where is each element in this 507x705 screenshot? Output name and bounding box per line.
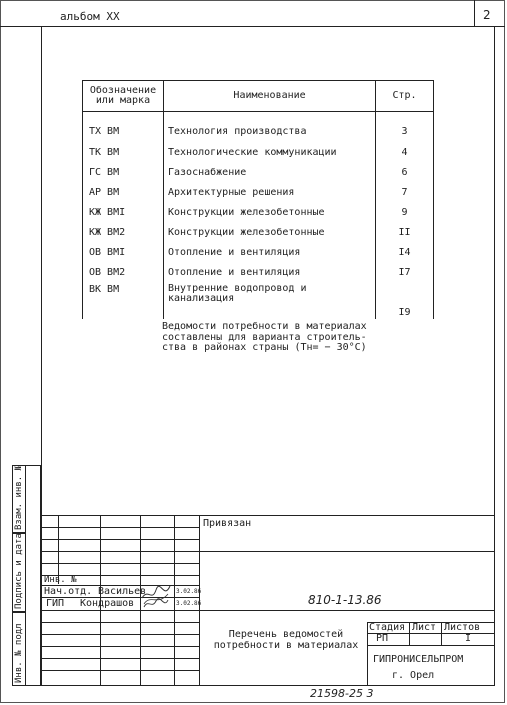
row-page: 3 bbox=[376, 112, 434, 143]
row-name: Технология производства bbox=[164, 112, 376, 143]
organization-city: г. Орел bbox=[392, 670, 435, 681]
header-code: Обозначение или марка bbox=[83, 81, 164, 112]
grid-vline bbox=[367, 622, 368, 686]
table-row bbox=[83, 262, 434, 282]
album-label: альбом XX bbox=[60, 10, 120, 23]
order-number: 21598-25 3 bbox=[310, 687, 374, 700]
grid-hline bbox=[41, 539, 199, 540]
row-code: ТК ВМ bbox=[83, 142, 164, 162]
grid-hline bbox=[41, 634, 199, 635]
header-name: Наименование bbox=[164, 81, 376, 112]
header-divider bbox=[0, 26, 505, 27]
grid-hline bbox=[41, 646, 199, 647]
contents-table bbox=[82, 80, 434, 319]
document-title: Перечень ведомостей потребности в материалах bbox=[213, 629, 359, 651]
signature-kondrashov bbox=[142, 597, 172, 611]
title-block-mid-line bbox=[41, 610, 495, 611]
row-code: ВК ВМ bbox=[83, 282, 164, 319]
row-page: I4 bbox=[376, 242, 434, 262]
table-row bbox=[83, 112, 434, 143]
sheet-number-divider bbox=[474, 0, 475, 26]
row-name: Конструкции железобетонные bbox=[164, 222, 376, 242]
row-page: 6 bbox=[376, 162, 434, 182]
table-row bbox=[83, 162, 434, 182]
side-stamp-podpis: Подпись и дата bbox=[14, 533, 24, 609]
side-stamp-inv-podl: Инв. № подл bbox=[14, 623, 24, 683]
grid-hline bbox=[367, 645, 495, 646]
table-row bbox=[83, 242, 434, 262]
row-page: I7 bbox=[376, 262, 434, 282]
row-name: Технологические коммуникации bbox=[164, 142, 376, 162]
header-page: Стр. bbox=[376, 81, 434, 112]
grid-vline bbox=[58, 515, 59, 584]
materials-note: Ведомости потребности в материалах составлены для варианта строитель- ства в районах страны (Тн= − 30°С) bbox=[162, 321, 367, 353]
row-name: Конструкции железобетонные bbox=[164, 202, 376, 222]
grid-hline bbox=[41, 527, 199, 528]
inv-no-label: Инв. № bbox=[44, 575, 77, 585]
grid-vline bbox=[409, 622, 410, 645]
grid-hline bbox=[41, 670, 199, 671]
row-code: ГС ВМ bbox=[83, 162, 164, 182]
privyazan-label: Привязан bbox=[203, 518, 252, 529]
row-name: Отопление и вентиляция bbox=[164, 262, 376, 282]
row-name: Отопление и вентиляция bbox=[164, 242, 376, 262]
grid-hline bbox=[41, 551, 199, 552]
row-page: 9 bbox=[376, 202, 434, 222]
grid-vline bbox=[441, 622, 442, 645]
table-row bbox=[83, 222, 434, 242]
sign-date: 3.02.86 bbox=[176, 600, 202, 607]
role-label: Нач.отд. bbox=[44, 586, 93, 597]
organization-name: ГИПРОНИСЕЛЬПРОМ bbox=[373, 654, 464, 665]
person-name: Васильев bbox=[98, 586, 147, 597]
grid-hline bbox=[41, 622, 199, 623]
table-row bbox=[83, 142, 434, 162]
sheet-number: 2 bbox=[483, 8, 491, 22]
row-page: 7 bbox=[376, 182, 434, 202]
sheet-label: Лист bbox=[412, 622, 437, 633]
row-code: ОВ ВМ2 bbox=[83, 262, 164, 282]
sign-date: 3.02.86 bbox=[176, 588, 202, 595]
row-code: АР ВМ bbox=[83, 182, 164, 202]
grid-vline bbox=[174, 515, 175, 686]
row-page: II bbox=[376, 222, 434, 242]
row-name: Архитектурные решения bbox=[164, 182, 376, 202]
row-name: Газоснабжение bbox=[164, 162, 376, 182]
row-code: КЖ ВМ2 bbox=[83, 222, 164, 242]
table-row bbox=[83, 202, 434, 222]
stage-label: Стадия bbox=[369, 622, 406, 633]
grid-hline bbox=[41, 658, 199, 659]
sheets-value: I bbox=[465, 633, 472, 644]
table-row bbox=[83, 282, 434, 319]
row-page: 4 bbox=[376, 142, 434, 162]
sheets-label: Листов bbox=[444, 622, 481, 633]
side-stamp-value-column bbox=[26, 465, 41, 686]
privyazan-divider bbox=[199, 551, 495, 552]
person-name: Кондрашов bbox=[80, 598, 135, 609]
document-code: 810-1-13.86 bbox=[308, 593, 382, 607]
row-page: I9 bbox=[376, 282, 434, 319]
row-name: Внутренние водопровод и канализация bbox=[164, 282, 376, 319]
grid-hline bbox=[41, 563, 199, 564]
row-code: ОВ ВМI bbox=[83, 242, 164, 262]
title-block-top-line bbox=[41, 515, 495, 516]
stage-value: РП bbox=[376, 633, 389, 644]
side-stamp-vzam: Взам. инв. № bbox=[14, 464, 24, 530]
row-code: КЖ ВМI bbox=[83, 202, 164, 222]
table-row bbox=[83, 182, 434, 202]
row-code: ТХ ВМ bbox=[83, 112, 164, 143]
role-label: ГИП bbox=[46, 598, 65, 609]
table-header-row bbox=[83, 81, 434, 112]
